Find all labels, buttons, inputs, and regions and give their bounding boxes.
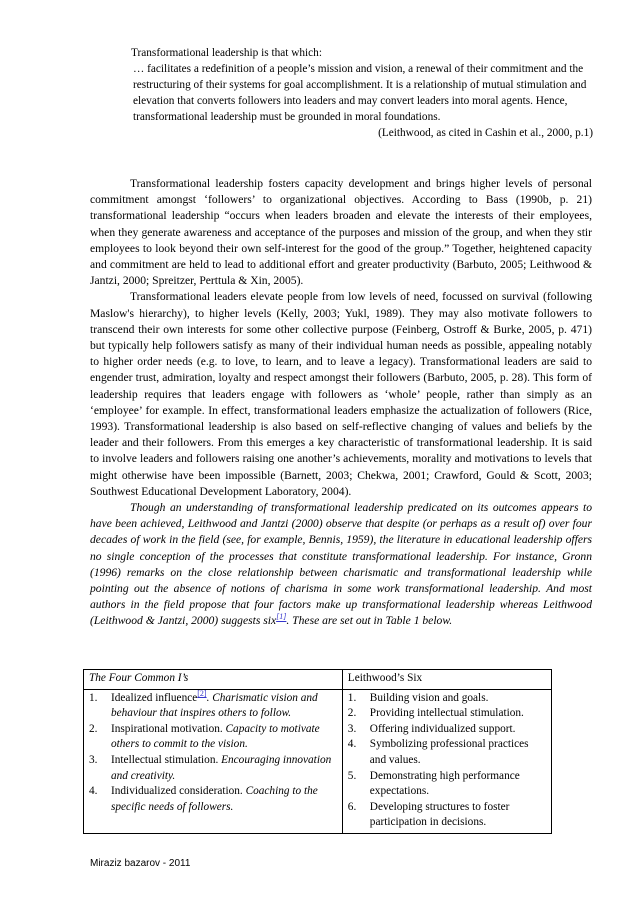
quote-citation: (Leithwood, as cited in Cashin et al., 2000, p.1) (378, 127, 593, 139)
comparison-table (83, 669, 552, 834)
item-desc: Coaching to the specific needs of followers. (111, 785, 318, 813)
item-desc: Encouraging innovation and creativity. (111, 753, 332, 782)
list-item (348, 737, 547, 768)
list-number: 5. (347, 769, 357, 782)
leithwood-list-cell (342, 689, 551, 833)
list-number: 3. (347, 722, 357, 735)
paragraph-3-end: . These are set out in Table 1 below. (286, 614, 453, 628)
list-item (348, 800, 547, 831)
list-item (89, 753, 338, 784)
item-desc: . Charismatic vision and behaviour that inspires others to follow. (111, 691, 318, 720)
body-text (90, 176, 592, 630)
left-column-header: The Four Common I’s (84, 670, 343, 690)
right-column-header: Leithwood’s Six (342, 670, 551, 690)
item-text: Symbolizing professional practices and values. (369, 738, 529, 766)
list-item (89, 688, 338, 722)
item-text: Demonstrating high performance expectations. (369, 769, 520, 798)
paragraph-1: Transformational leadership fosters capacity development and brings higher levels of personal commitment amongst ‘followers’ to organizational objectives. According to Bass (1990b, p. 21) transformational leadership “occurs when leaders broaden and elevate the interests of their employees, when they generate awareness and acceptance of the purposes and mission of the group, and when they stir employees to look beyond their own self-interest for the good of the group.” Together, heightened capacity and commitment are held to lead to additional effort and greater productivity (Barbuto, 2005; Leithwood & Jantzi, 2000; Spreitzer, Perttula & Xin, 2005). (90, 177, 592, 288)
list-item (348, 691, 547, 707)
block-quote (131, 45, 591, 141)
four-is-list (89, 688, 338, 816)
paragraph-3-text: Though an understanding of transformational leadership predicated on its outcomes appears to have been achieved, Leithwood and Jantzi (2000) observe that despite (or perhaps as a result of) over four decades of work in the field (see, for example, Bennis, 1959), the literature in educational leadership offers no single conception of the processes that constitute transformational leadership. For instance, Gronn (1996) remarks on the close relationship between charismatic and transformational leadership while pointing out the absence of notions of charisma in some work transformational leadership. And most authors in the field propose that four factors make up transformational leadership whereas Leithwood (Leithwood & Jantzi, 2000) suggests six (90, 501, 592, 628)
list-item (89, 784, 338, 815)
list-item (348, 722, 547, 738)
item-label: Individualized consideration. (111, 785, 243, 798)
item-text: Building vision and goals. (369, 691, 489, 704)
item-text: Developing structures to foster participation in decisions. (369, 800, 510, 829)
item-label: Intellectual stimulation. (111, 753, 219, 766)
leithwood-list (348, 691, 547, 831)
list-number: 2. (89, 722, 98, 735)
list-number: 4. (89, 785, 98, 798)
item-label: Inspirational motivation. (111, 722, 223, 735)
footnote-link-2[interactable]: [2] (197, 688, 207, 698)
list-item (348, 706, 547, 722)
item-text: Providing intellectual stimulation. (369, 707, 524, 720)
quote-body: … facilitates a redefinition of a people’s mission and vision, a renewal of their commitment and the restructuring of their systems for goal accomplishment. It is a relationship of mutual stimulation and elevation that converts followers into leaders and may convert leaders into moral agents. Hence, transformational leadership must be grounded in moral foundations. (133, 63, 587, 123)
item-desc: Capacity to motivate others to commit to the vision. (111, 722, 320, 751)
item-text: Offering individualized support. (369, 722, 516, 735)
list-number: 2. (347, 707, 357, 720)
list-number: 3. (89, 753, 98, 766)
item-label: Idealized influence (111, 691, 198, 704)
four-is-list-cell (84, 689, 343, 833)
paragraph-2: Transformational leaders elevate people from low levels of need, focussed on survival (following Maslow's hierarchy), to higher levels (Kelly, 2003; Yukl, 1989). They may also motivate followers to transcend their own interests for some other collective purpose (Feinberg, Ostroff & Burke, 2005, p. 471) but typically help followers satisfy as many of their individual human needs as possible, appealing notably to higher order needs (e.g. to love, to learn, and to leave a legacy). Transformational leaders are said to engender trust, admiration, loyalty and respect amongst their followers (Barbuto, 2005, p. 28). This form of leadership requires that leaders engage with followers as ‘whole’ people, rather than simply as an ‘employee’ for example. In effect, transformational leaders emphasize the actualization of followers (Rice, 1993). Transformational leadership is also based on self-reflective changing of values and beliefs by the leader and their followers. From this emerges a key characteristic of transformational leadership. It is said to involve leaders and followers raising one another’s achievements, morality and motivations to levels that might otherwise have been impossible (Barnett, 2003; Chekwa, 2001; Crawford, Gould & Scott, 2003; Southwest Educational Development Laboratory, 2004). (90, 290, 592, 498)
list-item (89, 722, 338, 753)
list-number: 4. (347, 738, 357, 751)
paragraph-3 (90, 500, 592, 630)
list-number: 6. (347, 800, 357, 813)
table-body-row (84, 689, 552, 833)
footnote-link-1[interactable]: [1] (276, 612, 287, 622)
list-item (348, 769, 547, 800)
page-footer: Miraziz bazarov - 2011 (90, 858, 191, 869)
quote-intro: Transformational leadership is that which: (131, 47, 322, 59)
list-number: 1. (89, 691, 98, 704)
table-header-row (84, 670, 552, 690)
list-number: 1. (347, 691, 357, 704)
